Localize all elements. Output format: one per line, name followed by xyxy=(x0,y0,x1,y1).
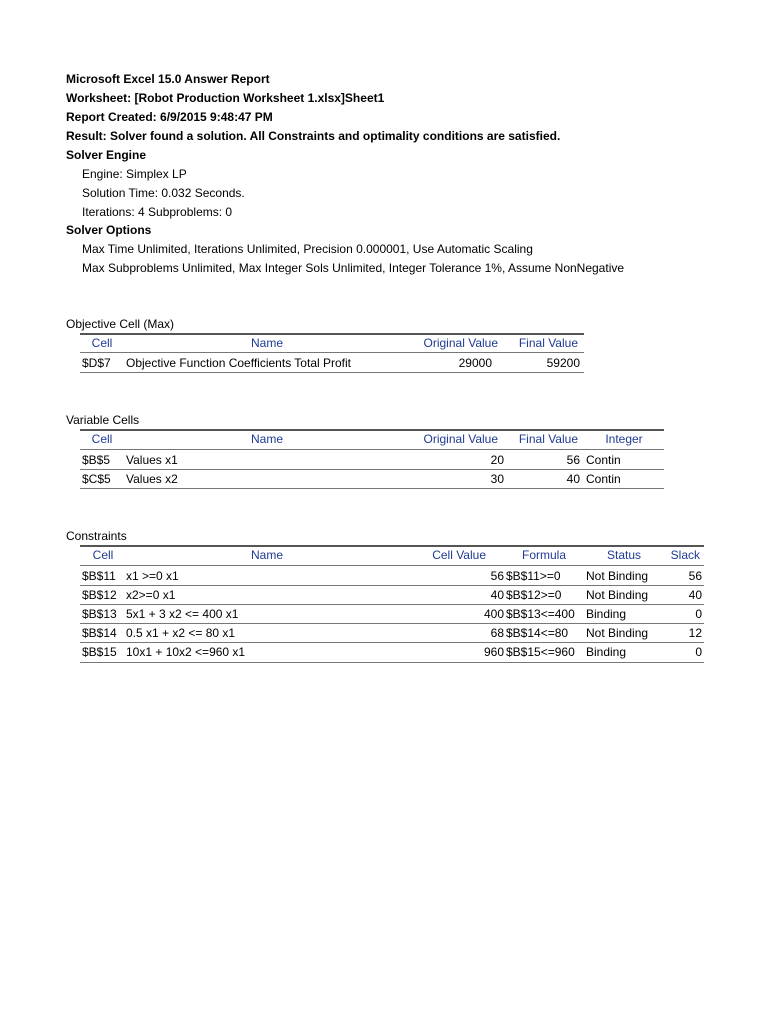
cell-status: Not Binding xyxy=(586,569,649,583)
cell-name: 0.5 x1 + x2 <= 80 x1 xyxy=(126,626,236,640)
col-cell: Cell xyxy=(91,336,113,350)
col-status: Status xyxy=(606,548,642,562)
options-line-2: Max Subproblems Unlimited, Max Integer Sols Unlimited, Integer Tolerance 1%, Assume NonNegative xyxy=(82,261,625,275)
cell-original-value: 20 xyxy=(490,453,504,467)
constraints-section-title: Constraints xyxy=(66,529,127,543)
cell-name: x1 >=0 x1 xyxy=(126,569,179,583)
worksheet-label: Worksheet: [Robot Production Worksheet 1.xlsx]Sheet1 xyxy=(66,91,385,105)
col-original-value: Original Value xyxy=(423,432,498,446)
cell-final-value: 59200 xyxy=(546,356,580,370)
cell-value: 40 xyxy=(490,588,504,602)
cell-ref: $B$12 xyxy=(82,588,117,602)
col-cell: Cell xyxy=(91,432,113,446)
cell-status: Binding xyxy=(586,607,627,621)
col-final-value: Final Value xyxy=(518,432,578,446)
objective-bottom-rule xyxy=(80,372,584,373)
objective-section-title: Objective Cell (Max) xyxy=(66,317,175,331)
col-name: Name xyxy=(250,548,283,562)
cell-integer: Contin xyxy=(586,472,621,486)
cell-status: Not Binding xyxy=(586,626,649,640)
constraints-row-rule xyxy=(80,604,704,605)
variables-header-rule xyxy=(80,449,664,450)
col-name: Name xyxy=(250,432,283,446)
cell-name: 10x1 + 10x2 <=960 x1 xyxy=(126,645,246,659)
cell-formula: $B$12>=0 xyxy=(506,588,562,602)
cell-formula: $B$15<=960 xyxy=(506,645,575,659)
cell-ref: $B$11 xyxy=(82,569,116,583)
cell-original-value: 29000 xyxy=(458,356,492,370)
col-final-value: Final Value xyxy=(518,336,578,350)
cell-slack: 0 xyxy=(695,645,702,659)
cell-name: 5x1 + 3 x2 <= 400 x1 xyxy=(126,607,239,621)
constraints-row-rule xyxy=(80,623,704,624)
cell-formula: $B$13<=400 xyxy=(506,607,575,621)
cell-status: Binding xyxy=(586,645,627,659)
col-integer: Integer xyxy=(605,432,643,446)
col-original-value: Original Value xyxy=(423,336,498,350)
cell-slack: 12 xyxy=(688,626,702,640)
variables-bottom-rule xyxy=(80,488,664,489)
cell-value: 56 xyxy=(490,569,504,583)
constraints-header-rule xyxy=(80,565,704,566)
report-created: Report Created: 6/9/2015 9:48:47 PM xyxy=(66,110,273,124)
cell-slack: 56 xyxy=(688,569,702,583)
variables-section-title: Variable Cells xyxy=(66,413,140,427)
cell-final-value: 40 xyxy=(566,472,580,486)
cell-slack: 40 xyxy=(688,588,702,602)
col-cell-value: Cell Value xyxy=(432,548,486,562)
report-title: Microsoft Excel 15.0 Answer Report xyxy=(66,72,270,86)
cell-formula: $B$11>=0 xyxy=(506,569,561,583)
cell-ref: $B$13 xyxy=(82,607,117,621)
constraints-bottom-rule xyxy=(80,662,704,663)
cell-name: Values x2 xyxy=(126,472,178,486)
constraints-row-rule xyxy=(80,642,704,643)
cell-value: 400 xyxy=(483,607,504,621)
cell-ref: $C$5 xyxy=(82,472,111,486)
col-cell: Cell xyxy=(92,548,114,562)
cell-ref: $B$15 xyxy=(82,645,117,659)
cell-name: x2>=0 x1 xyxy=(126,588,176,602)
cell-name: Values x1 xyxy=(126,453,178,467)
cell-slack: 0 xyxy=(695,607,702,621)
cell-value: 68 xyxy=(490,626,504,640)
col-slack: Slack xyxy=(670,548,700,562)
col-formula: Formula xyxy=(521,548,566,562)
iterations: Iterations: 4 Subproblems: 0 xyxy=(82,205,233,219)
cell-status: Not Binding xyxy=(586,588,649,602)
col-name: Name xyxy=(250,336,283,350)
variables-row-rule xyxy=(80,469,664,470)
solution-time: Solution Time: 0.032 Seconds. xyxy=(82,186,245,200)
options-line-1: Max Time Unlimited, Iterations Unlimited, Precision 0.000001, Use Automatic Scaling xyxy=(82,242,533,256)
cell-value: 960 xyxy=(483,645,504,659)
cell-name: Objective Function Coefficients Total Profit xyxy=(126,356,351,370)
solver-options-heading: Solver Options xyxy=(66,223,152,237)
cell-ref: $B$14 xyxy=(82,626,117,640)
solver-engine-heading: Solver Engine xyxy=(66,148,147,162)
cell-integer: Contin xyxy=(586,453,621,467)
constraints-row-rule xyxy=(80,585,704,586)
objective-header-rule xyxy=(80,352,584,353)
cell-ref: $D$7 xyxy=(82,356,111,370)
solver-result: Result: Solver found a solution. All Constraints and optimality conditions are satisfied. xyxy=(66,129,561,143)
engine-type: Engine: Simplex LP xyxy=(82,167,187,181)
cell-original-value: 30 xyxy=(490,472,504,486)
cell-ref: $B$5 xyxy=(82,453,111,467)
cell-final-value: 56 xyxy=(566,453,580,467)
cell-formula: $B$14<=80 xyxy=(506,626,569,640)
